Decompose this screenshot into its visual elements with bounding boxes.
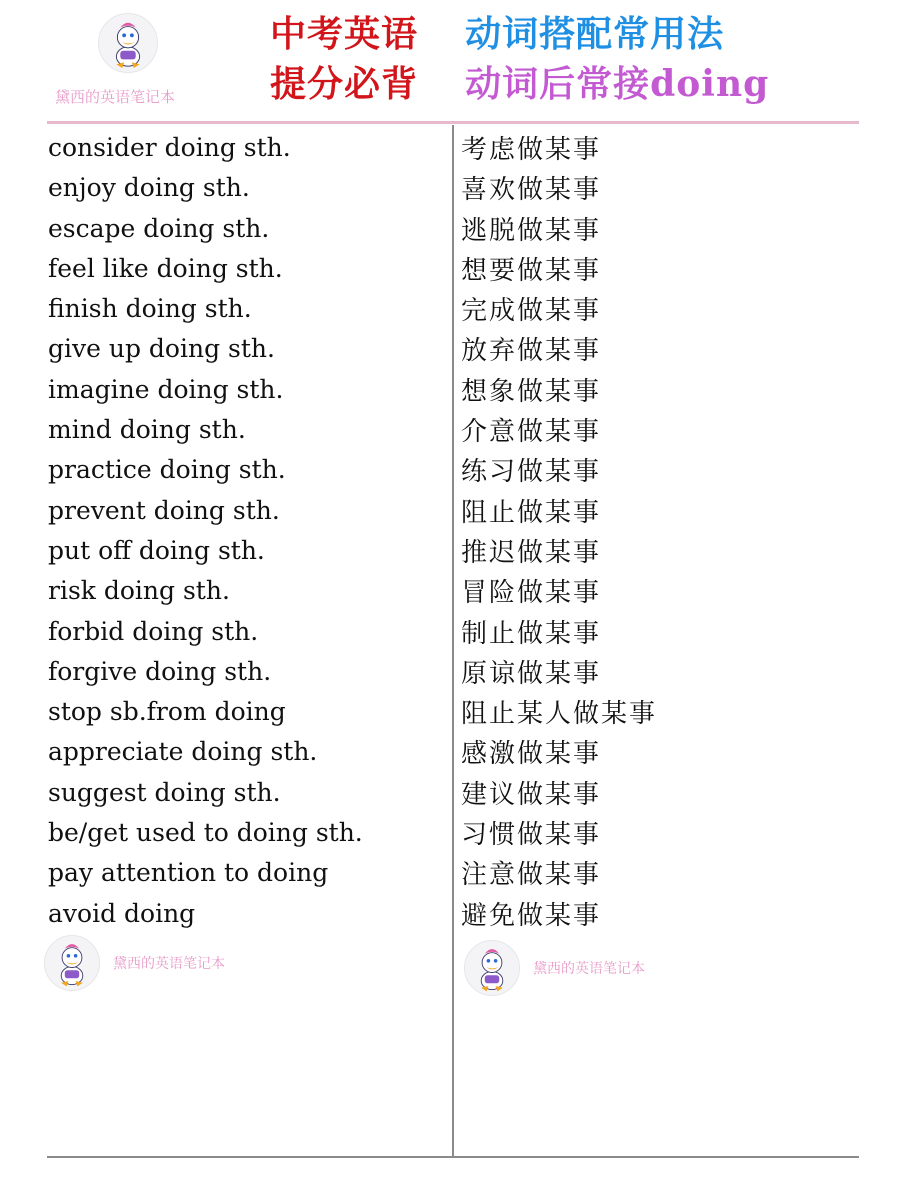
title-line-2 bbox=[270, 64, 769, 104]
english-phrase: imagine doing sth. bbox=[48, 374, 284, 404]
english-phrase: practice doing sth. bbox=[48, 455, 286, 485]
chinese-meaning: 完成做某事 bbox=[461, 296, 602, 327]
header-divider bbox=[47, 121, 859, 124]
title-line-1-part-2: 动词搭配常用法 bbox=[465, 13, 725, 55]
chinese-meaning: 考虑做某事 bbox=[461, 135, 602, 165]
english-phrase: finish doing sth. bbox=[48, 294, 252, 324]
chinese-meaning: 感激做某事 bbox=[461, 739, 602, 770]
english-phrase: forgive doing sth. bbox=[48, 656, 272, 686]
chinese-meaning: 喜欢做某事 bbox=[461, 175, 602, 206]
daisy-duck-watermark-icon bbox=[44, 935, 100, 991]
english-phrase: risk doing sth. bbox=[48, 576, 230, 606]
chinese-meaning: 想要做某事 bbox=[461, 255, 602, 286]
english-phrase-list bbox=[48, 128, 363, 934]
english-phrase: appreciate doing sth. bbox=[48, 737, 318, 767]
chinese-meaning: 阻止做某事 bbox=[461, 497, 602, 528]
english-phrase: be/get used to doing sth. bbox=[48, 818, 363, 848]
chinese-meaning: 练习做某事 bbox=[461, 457, 602, 488]
title-line-1 bbox=[270, 14, 724, 54]
daisy-duck-avatar-icon bbox=[98, 13, 158, 73]
title-line-2-part-1: 提分必背 bbox=[270, 63, 419, 105]
title-line-2-part-2: 动词后常接doing bbox=[465, 63, 770, 105]
chinese-meaning: 介意做某事 bbox=[461, 417, 602, 448]
english-phrase: mind doing sth. bbox=[48, 415, 246, 445]
english-phrase: escape doing sth. bbox=[48, 213, 270, 243]
chinese-meaning: 想象做某事 bbox=[461, 376, 602, 407]
english-phrase: forbid doing sth. bbox=[48, 616, 259, 646]
chinese-meaning: 阻止某人做某事 bbox=[461, 699, 658, 730]
chinese-meaning: 注意做某事 bbox=[461, 860, 602, 891]
chinese-meaning: 逃脱做某事 bbox=[461, 215, 602, 246]
english-phrase: suggest doing sth. bbox=[48, 777, 281, 807]
watermark-brand-left: 黛西的英语笔记本 bbox=[113, 956, 225, 972]
english-phrase: pay attention to doing bbox=[48, 858, 329, 888]
english-phrase: enjoy doing sth. bbox=[48, 173, 250, 203]
brand-name: 黛西的英语笔记本 bbox=[55, 88, 176, 106]
english-phrase: give up doing sth. bbox=[48, 334, 275, 364]
chinese-meaning: 放弃做某事 bbox=[461, 336, 602, 367]
chinese-meaning: 建议做某事 bbox=[461, 779, 602, 810]
chinese-meaning: 制止做某事 bbox=[461, 618, 602, 649]
english-phrase: feel like doing sth. bbox=[48, 253, 283, 283]
watermark-brand-right: 黛西的英语笔记本 bbox=[533, 961, 645, 977]
column-divider bbox=[452, 125, 454, 1157]
chinese-meaning: 原谅做某事 bbox=[461, 658, 602, 689]
english-phrase: stop sb.from doing bbox=[48, 697, 286, 727]
english-phrase: prevent doing sth. bbox=[48, 495, 280, 525]
chinese-meaning: 冒险做某事 bbox=[461, 578, 602, 609]
chinese-meaning-list bbox=[461, 130, 657, 936]
title-line-1-part-1: 中考英语 bbox=[270, 13, 419, 55]
chinese-meaning: 避免做某事 bbox=[461, 900, 602, 931]
chinese-meaning: 习惯做某事 bbox=[461, 820, 602, 851]
chinese-meaning: 推迟做某事 bbox=[461, 537, 602, 568]
bottom-divider bbox=[47, 1156, 859, 1158]
english-phrase: put off doing sth. bbox=[48, 535, 265, 565]
english-phrase: consider doing sth. bbox=[48, 133, 291, 162]
english-phrase: avoid doing bbox=[48, 898, 196, 928]
daisy-duck-watermark-icon bbox=[464, 940, 520, 996]
